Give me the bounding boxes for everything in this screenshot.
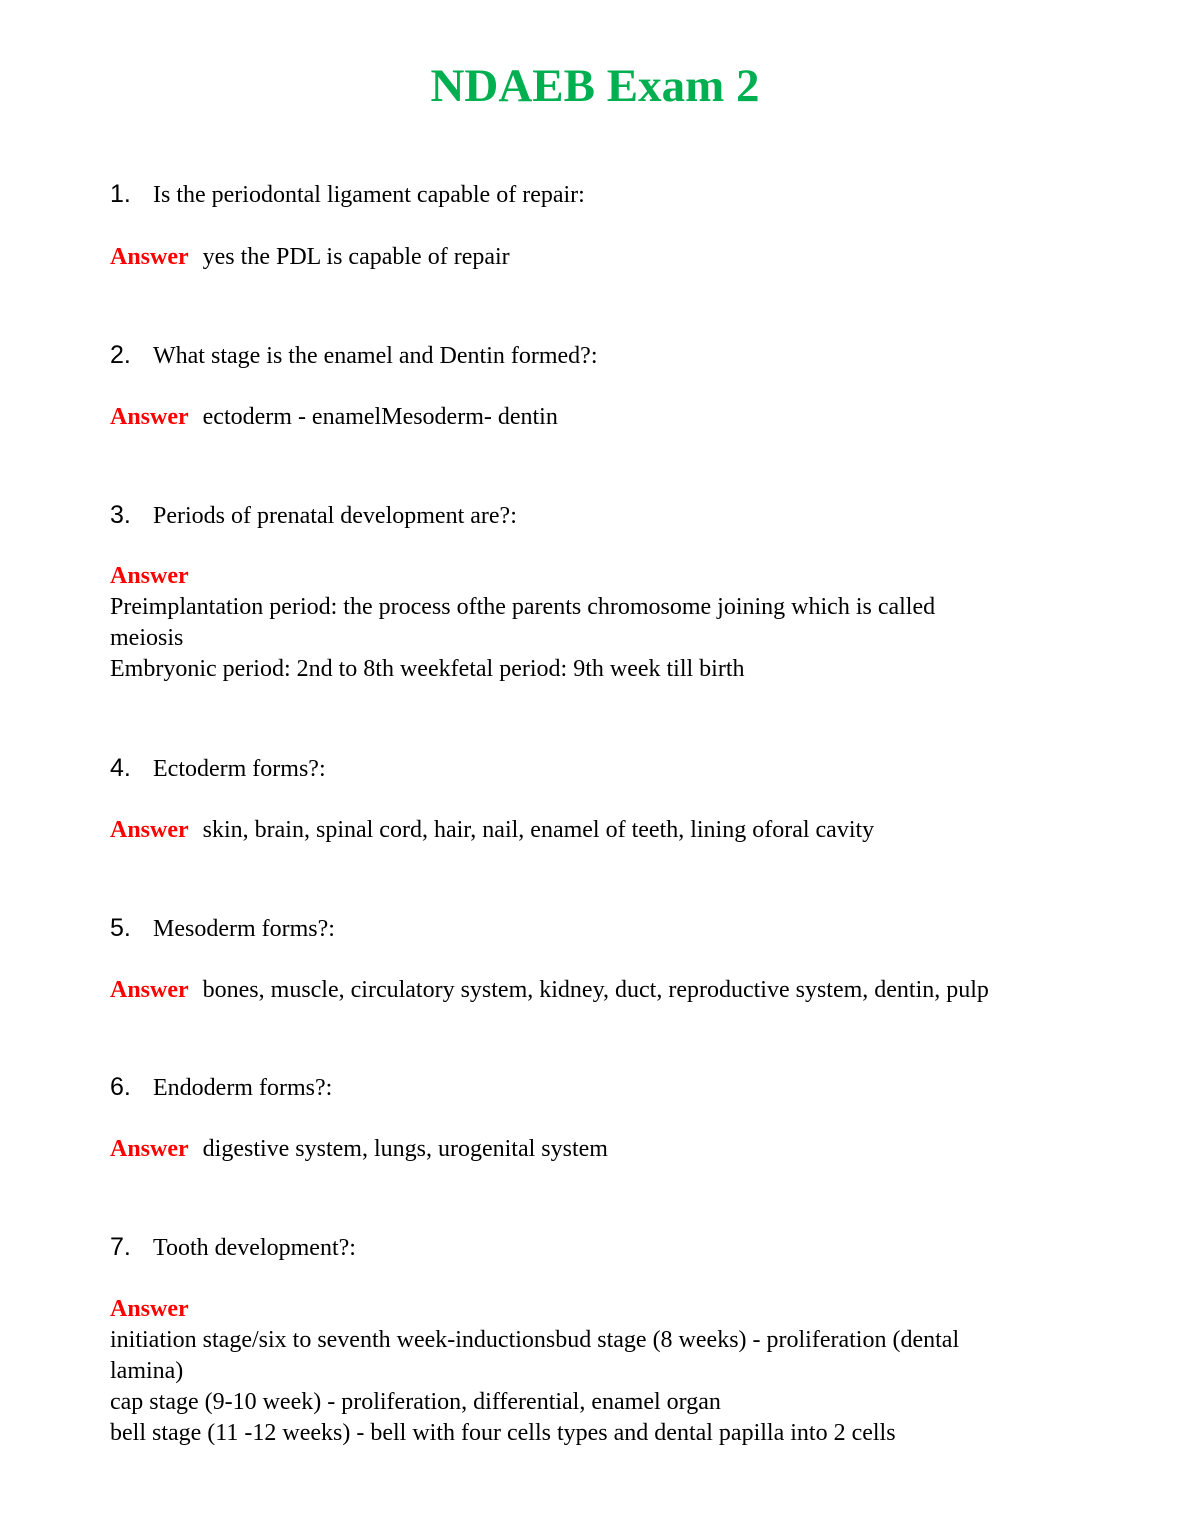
question-number: 5. [110,914,131,942]
answer-line: cap stage (9-10 week) - proliferation, differential, enamel organ [110,1389,721,1415]
question-6 [110,1072,332,1103]
answer-line: meiosis [110,625,184,651]
answer-5 [110,975,989,1006]
answer-line: Preimplantation period: the process ofthe parents chromosome joining which is called [110,594,936,620]
question-text: Endoderm forms?: [153,1075,333,1101]
question-7 [110,1232,356,1263]
answer-2 [110,402,558,433]
answer-text: bones, muscle, circulatory system, kidney, duct, reproductive system, dentin, pulp [202,977,989,1003]
question-number: 1. [110,180,131,208]
answer-7 [110,1294,959,1449]
answer-label: Answer [110,977,189,1003]
answer-3 [110,561,935,685]
question-number: 7. [110,1233,131,1261]
answer-line: Embryonic period: 2nd to 8th weekfetal period: 9th week till birth [110,656,745,682]
question-text: Ectoderm forms?: [153,756,326,782]
answer-line: bell stage (11 -12 weeks) - bell with four cells types and dental papilla into 2 cells [110,1420,896,1446]
answer-label: Answer [110,817,189,843]
question-1 [110,179,585,210]
question-3 [110,500,517,531]
question-text: Periods of prenatal development are?: [153,503,517,529]
answer-4 [110,815,874,846]
question-number: 4. [110,754,131,782]
question-text: Mesoderm forms?: [153,916,335,942]
answer-label: Answer [110,1296,189,1322]
question-5 [110,913,335,944]
answer-text: yes the PDL is capable of repair [202,244,510,270]
question-text: What stage is the enamel and Dentin formed?: [153,343,598,369]
question-2 [110,340,598,371]
answer-6 [110,1134,608,1165]
question-number: 2. [110,341,131,369]
answer-label: Answer [110,404,189,430]
page-title: NDAEB Exam 2 [430,60,760,112]
answer-line: lamina) [110,1358,184,1384]
answer-1 [110,242,510,273]
question-text: Is the periodontal ligament capable of repair: [153,182,585,208]
question-number: 6. [110,1073,131,1101]
answer-label: Answer [110,1136,189,1162]
answer-label: Answer [110,244,189,270]
answer-text: digestive system, lungs, urogenital system [202,1136,608,1162]
question-number: 3. [110,501,131,529]
answer-text: skin, brain, spinal cord, hair, nail, enamel of teeth, lining oforal cavity [202,817,875,843]
answer-text: ectoderm - enamelMesoderm- dentin [202,404,558,430]
question-4 [110,753,326,784]
question-text: Tooth development?: [153,1235,356,1261]
answer-label: Answer [110,563,189,589]
answer-line: initiation stage/six to seventh week-inductionsbud stage (8 weeks) - proliferation (dental [110,1327,960,1353]
